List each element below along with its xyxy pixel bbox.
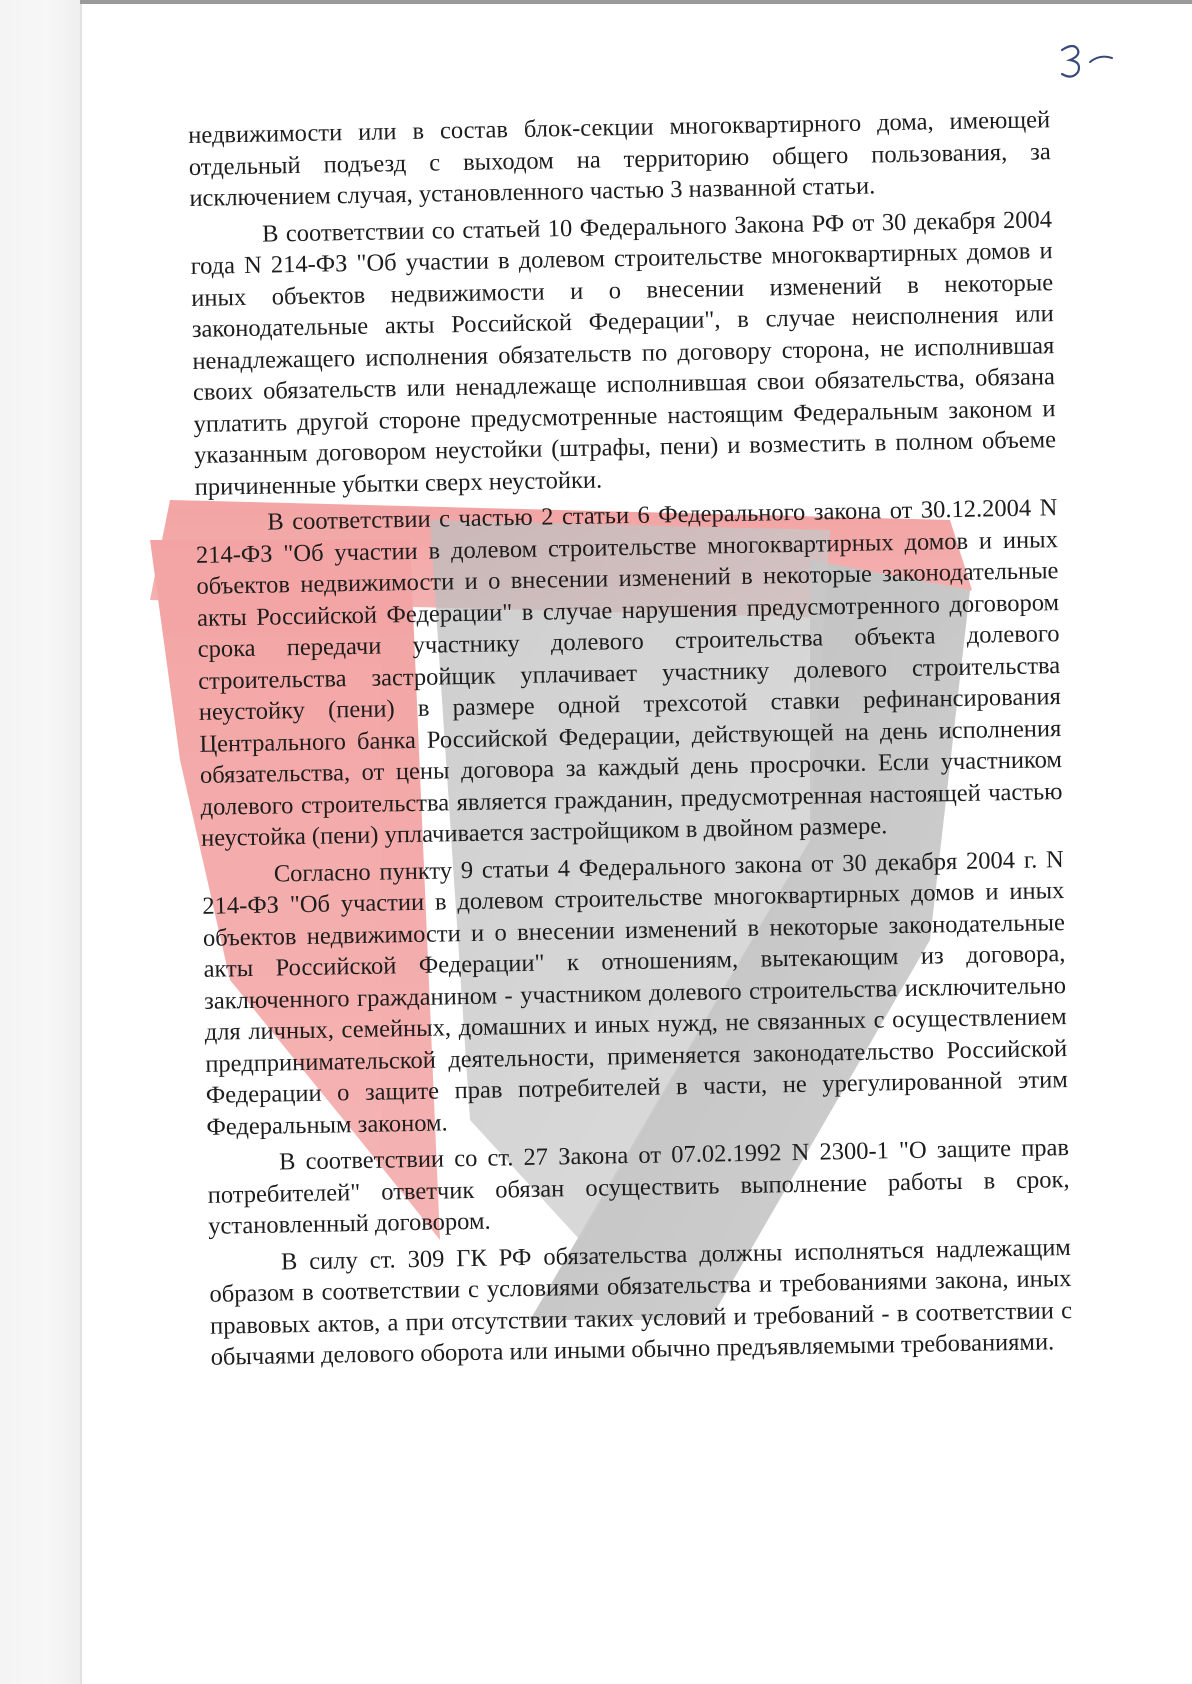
paragraph-continuation: недвижимости или в состав блок-секции многоквартирного дома, имеющей отдельный подъезд с выходом на территорию общего пользования, за исключением случая, установленного частью 3 названной статьи. — [188, 106, 1051, 212]
paragraph-article-309: В силу ст. 309 ГК РФ обязательства должны исполняться надлежащим образом в соответствии с условиями обязательства и требованиями закона, иных правовых актов, а при отсутствии таких условий и требований - в соответствии с обычаями делового оборота или иными обычно предъявляемыми требованиями. — [209, 1233, 1073, 1371]
scan-page-edge — [80, 0, 82, 1684]
paragraph-article-6: В соответствии с частью 2 статьи 6 Федерального закона от 30.12.2004 N 214-ФЗ "Об участии в долевом строительстве многоквартирных домов и иных объектов недвижимости и о внесении изменений в некоторые законодательные акты Российской Федерации" в случае нарушения предусмотренного договором срока передачи участнику долевого строительства объекта долевого строительства застройщик уплачивает участнику долевого строительства неустойку (пени) в размере одной трехсотой ставки рефинансирования Центрального банка Российской Федерации, действующей на день исполнения обязательства, от цены договора за каждый день просрочки. Если участником долевого строительства является гражданин, предусмотренная настоящей частью неустойка (пени) уплачивается застройщиком в двойном размере. — [195, 494, 1063, 852]
handwritten-page-number — [1056, 38, 1116, 88]
scan-left-margin — [0, 0, 80, 1684]
scan-top-edge — [80, 0, 1192, 4]
paragraph-article-27: В соответствии со ст. 27 Закона от 07.02.1992 N 2300-1 "О защите прав потребителей" ответчик обязан осуществить выполнение работы в срок, установленный договором. — [207, 1134, 1070, 1240]
paragraph-article-4: Согласно пункту 9 статьи 4 Федерального закона от 30 декабря 2004 г. N 214-ФЗ "Об участии в долевом строительстве многоквартирных домов и иных объектов недвижимости и о внесении изменений в некоторые законодательные акты Российской Федерации" к отношениям, вытекающим из договора, заключенного гражданином - участником долевого строительства исключительно для личных, семейных, домашних и иных нужд, не связанных с осуществлением предпринимательской деятельности, применяется законодательство Российской Федерации о защите прав потребителей в части, не урегулированной этим Федеральным законом. — [202, 845, 1068, 1141]
document-body — [188, 104, 1073, 1378]
paragraph-article-10: В соответствии со статьей 10 Федерального Закона РФ от 30 декабря 2004 года N 214-ФЗ "Об участии в долевом строительстве многоквартирных домов и иных объектов недвижимости и о внесении изменений в некоторые законодательные акты Российской Федерации", в случае неисполнения или ненадлежащего исполнения обязательств по договору сторона, не исполнившая своих обязательств или ненадлежаще исполнившая свои обязательства, обязана уплатить другой стороне предусмотренные настоящим Федеральным законом и указанным договором неустойки (штрафы, пени) и возместить в полном объеме причиненные убытки сверх неустойки. — [190, 205, 1057, 501]
